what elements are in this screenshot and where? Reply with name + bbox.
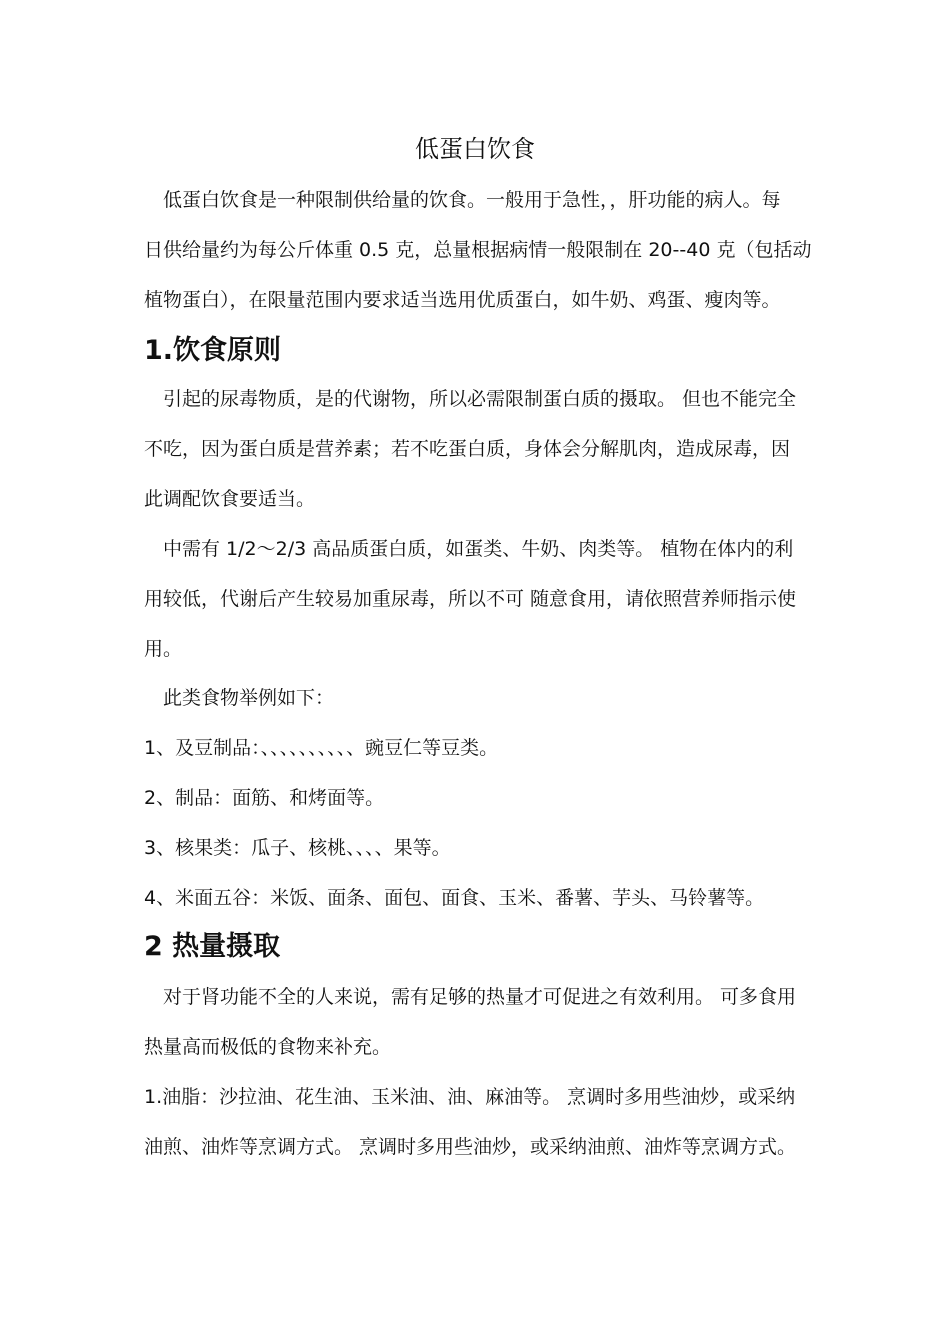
- section1-para2-line-3: 用。: [144, 638, 183, 660]
- section1-para2-line-1: 中需有 1/2～2/3 高品质蛋白质，如蛋类、牛奶、肉类等。 植物在体内的利: [144, 538, 794, 560]
- list-item: 1、及豆制品：、、、、、、、、、、豌豆仁等豆类。: [144, 737, 499, 759]
- section1-para1-line-3: 此调配饮食要适当。: [144, 488, 316, 510]
- section1-para2-line-2: 用较低，代谢后产生较易加重尿毒，所以不可 随意食用，请依照营养师指示使: [144, 588, 797, 610]
- list-item: 4、米面五谷：米饭、面条、面包、面食、玉米、番薯、芋头、马铃薯等。: [144, 887, 765, 909]
- list-item: 2、制品：面筋、和烤面等。: [144, 787, 385, 809]
- section1-para1-line-2: 不吃，因为蛋白质是营养素；若不吃蛋白质，身体会分解肌肉，造成尿毒，因: [144, 438, 791, 460]
- section2-item1-line-1: 1.油脂：沙拉油、花生油、玉米油、油、麻油等。 烹调时多用些油炒，或采纳: [144, 1086, 796, 1108]
- section2-para1-line-1: 对于肾功能不全的人来说，需有足够的热量才可促进之有效利用。 可多食用: [144, 986, 797, 1008]
- section-heading-calorie-intake: 2 热量摄取: [144, 931, 281, 962]
- section1-para1-line-1: 引起的尿毒物质，是的代谢物，所以必需限制蛋白质的摄取。 但也不能完全: [144, 388, 797, 410]
- examples-intro: 此类食物举例如下：: [144, 687, 335, 709]
- document-title: 低蛋白饮食: [415, 135, 535, 163]
- intro-line-2: 日供给量约为每公斤体重 0.5 克，总量根据病情一般限制在 20--40 克（包括动: [144, 239, 812, 261]
- list-item: 3、核果类：瓜子、核桃、、、、果等。: [144, 837, 451, 859]
- section2-para1-line-2: 热量高而极低的食物来补充。: [144, 1036, 392, 1058]
- section-heading-diet-principles: 1.饮食原则: [144, 335, 282, 366]
- intro-line-1: 低蛋白饮食是一种限制供给量的饮食。一般用于急性，，肝功能的病人。每: [144, 189, 781, 211]
- intro-line-3: 植物蛋白），在限量范围内要求适当选用优质蛋白，如牛奶、鸡蛋、瘦肉等。: [144, 289, 781, 311]
- section2-item1-line-2: 油煎、油炸等烹调方式。 烹调时多用些油炒，或采纳油煎、油炸等烹调方式。: [144, 1136, 797, 1158]
